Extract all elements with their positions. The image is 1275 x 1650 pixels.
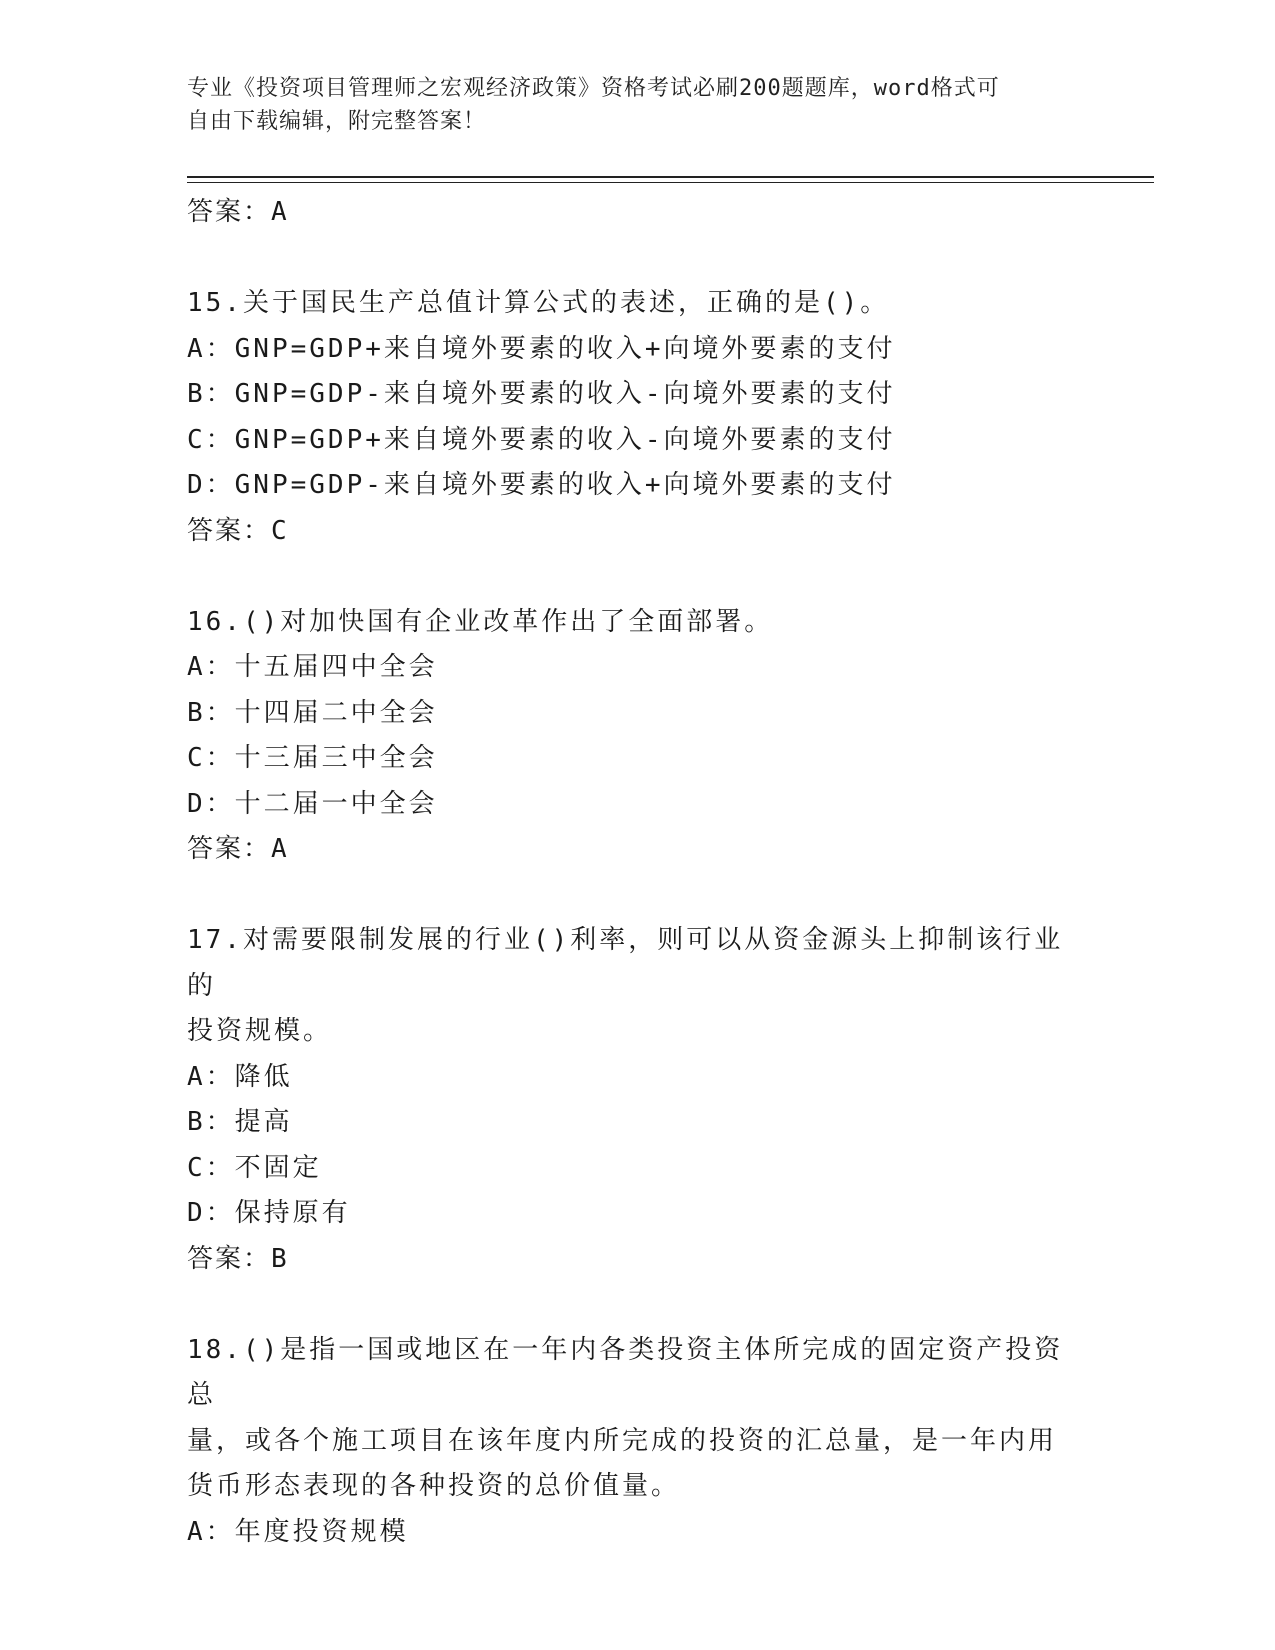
option-c: C：十三届三中全会: [187, 743, 438, 773]
question-18: [187, 1328, 1087, 1556]
question-stem-line-2: 投资规模。: [187, 1016, 333, 1046]
answer: 答案：B: [187, 1243, 289, 1274]
answer: 答案：C: [187, 515, 289, 546]
answer-previous: 答案：A: [187, 197, 289, 227]
header-rule-thick: [187, 176, 1154, 178]
answer: 答案：A: [187, 834, 289, 864]
question-stem: 15.关于国民生产总值计算公式的表述，正确的是()。: [187, 288, 890, 318]
question-stem-line-1: 17.对需要限制发展的行业()利率，则可以从资金源头上抑制该行业的: [187, 925, 1064, 1001]
question-15: [187, 281, 1087, 554]
header-line-2: 自由下载编辑，附完整答案！: [187, 109, 487, 134]
option-a: A：年度投资规模: [187, 1516, 409, 1547]
question-stem: 16.()对加快国有企业改革作出了全面部署。: [187, 606, 774, 637]
option-d: D：十二届一中全会: [187, 788, 438, 819]
option-b: B：十四届二中全会: [187, 697, 438, 728]
option-b: B：提高: [187, 1107, 293, 1137]
option-a: A：十五届四中全会: [187, 652, 438, 682]
question-list: [187, 190, 1087, 1555]
question-16: [187, 600, 1087, 873]
option-c: C：不固定: [187, 1152, 322, 1183]
document-header: [187, 72, 1087, 138]
option-a: A：降低: [187, 1061, 293, 1092]
option-b: B：GNP=GDP-来自境外要素的收入-向境外要素的支付: [187, 379, 896, 409]
question-stem-line-3: 货币形态表现的各种投资的总价值量。: [187, 1471, 681, 1501]
option-c: C：GNP=GDP+来自境外要素的收入-向境外要素的支付: [187, 424, 896, 455]
question-stem-line-1: 18.()是指一国或地区在一年内各类投资主体所完成的固定资产投资总: [187, 1334, 1064, 1410]
option-d: D：GNP=GDP-来自境外要素的收入+向境外要素的支付: [187, 470, 896, 500]
question-stem-line-2: 量，或各个施工项目在该年度内所完成的投资的汇总量，是一年内用: [187, 1425, 1058, 1456]
header-line-1: 专业《投资项目管理师之宏观经济政策》资格考试必刷200题题库，word格式可: [187, 76, 1000, 101]
option-d: D：保持原有: [187, 1198, 351, 1228]
option-a: A：GNP=GDP+来自境外要素的收入+向境外要素的支付: [187, 333, 896, 364]
header-rule-thin: [187, 182, 1154, 183]
question-17: [187, 918, 1087, 1282]
